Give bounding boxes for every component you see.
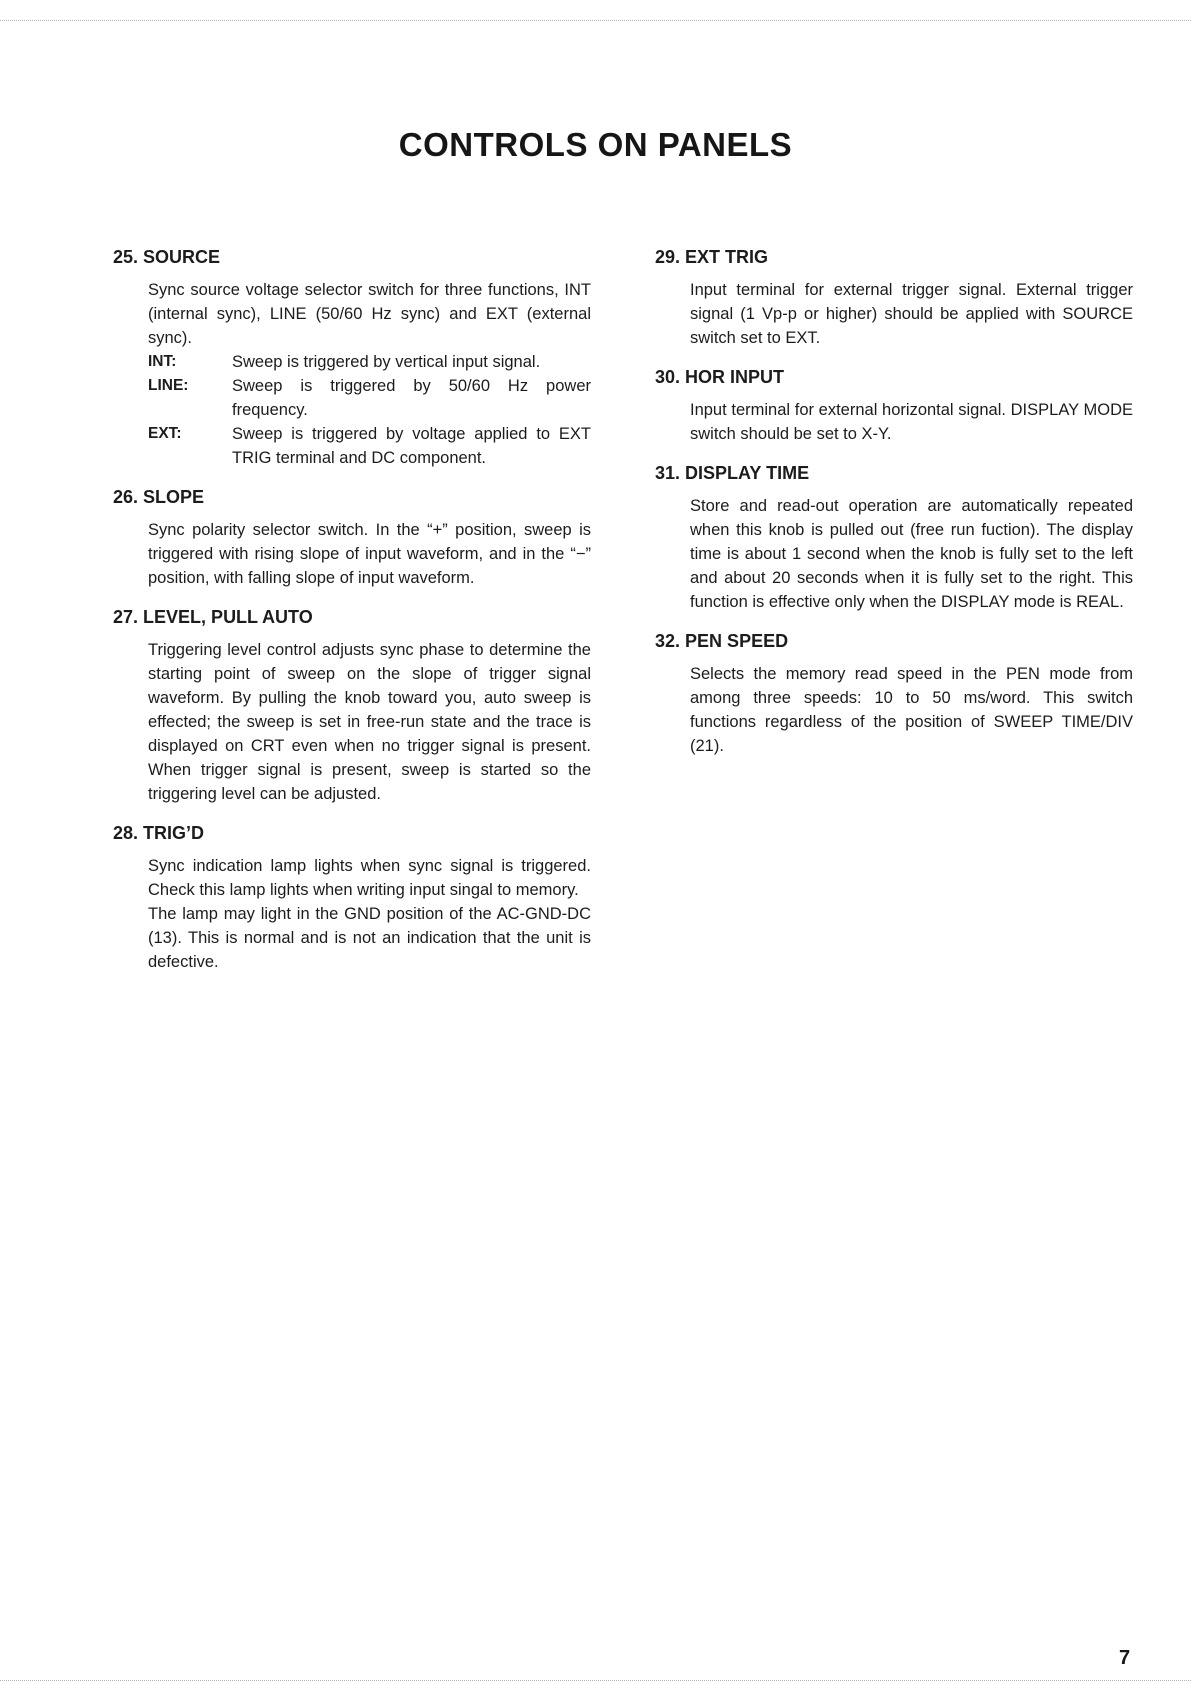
section-hor-input [655,366,1133,446]
section-paragraph: Sync indication lamp lights when sync signal is triggered. Check this lamp lights when writing input singal to memory. [148,857,591,899]
top-page-rule [0,20,1191,21]
section-heading [113,246,591,268]
definition-ext [148,422,591,470]
section-title: TRIG’D [143,823,205,843]
definition-term: LINE: [148,377,189,394]
section-paragraph: The lamp may light in the GND position of the AC-GND-DC (13). This is normal and is not an indication that the unit is defective. [148,905,591,971]
definition-term: EXT: [148,425,182,442]
bottom-page-rule [0,1680,1191,1681]
section-heading [655,462,1133,484]
section-title: EXT TRIG [685,247,769,267]
section-paragraph: Sync polarity selector switch. In the “+” position, sweep is triggered with rising slope of input waveform, and in the “−” position, with falling slope of input waveform. [148,521,591,587]
section-paragraph: Store and read-out operation are automatically repeated when this knob is pulled out (free run fuction). The display time is about 1 second when the knob is fully set to the left and about 20 seconds when it is fully set to the right. This function is effective only when the DISPLAY mode is REAL. [690,497,1133,611]
section-heading [655,366,1133,388]
definition-description: Sweep is triggered by 50/60 Hz power frequency. [232,377,591,419]
section-body [690,398,1133,446]
section-paragraph: Input terminal for external trigger signal. External trigger signal (1 Vp-p or higher) should be applied with SOURCE switch set to EXT. [690,281,1133,347]
section-number: 26. [113,487,139,507]
section-heading [113,486,591,508]
section-title: DISPLAY TIME [685,463,810,483]
section-paragraph: Selects the memory read speed in the PEN mode from among three speeds: 10 to 50 ms/word. This switch functions regardless of the position of SWEEP TIME/DIV (21). [690,665,1133,755]
section-heading [113,822,591,844]
page-title: CONTROLS ON PANELS [398,126,793,164]
section-title: SLOPE [143,487,205,507]
section-heading [655,630,1133,652]
section-display-time [655,462,1133,614]
definition-description: Sweep is triggered by voltage applied to EXT TRIG terminal and DC component. [232,425,591,467]
section-source [113,246,591,470]
section-heading [113,606,591,628]
definition-int [148,350,591,374]
section-number: 27. [113,607,139,627]
section-paragraph: Sync source voltage selector switch for three functions, INT (internal sync), LINE (50/60 Hz sync) and EXT (external sync). [148,281,591,347]
section-title: HOR INPUT [685,367,785,387]
section-title: PEN SPEED [685,631,789,651]
section-paragraph: Triggering level control adjusts sync phase to determine the starting point of sweep on the slope of trigger signal waveform. By pulling the knob toward you, auto sweep is effected; the sweep is set in free-run state and the trace is displayed on CRT even when no trigger signal is present. When trigger signal is present, sweep is started so the triggering level can be adjusted. [148,641,591,803]
section-number: 32. [655,631,681,651]
left-column [113,246,591,990]
definition-description: Sweep is triggered by vertical input signal. [232,353,541,371]
section-body [148,278,591,470]
section-ext-trig [655,246,1133,350]
right-column [655,246,1133,774]
section-heading [655,246,1133,268]
page-number: 7 [1119,1647,1131,1669]
section-body [690,278,1133,350]
section-number: 25. [113,247,139,267]
section-trigd [113,822,591,974]
section-number: 29. [655,247,681,267]
definition-term: INT: [148,353,177,370]
section-number: 31. [655,463,681,483]
section-level-pull-auto [113,606,591,806]
section-title: LEVEL, PULL AUTO [143,607,313,627]
section-number: 30. [655,367,681,387]
section-body [148,638,591,806]
section-title: SOURCE [143,247,221,267]
definition-line [148,374,591,422]
section-body [690,662,1133,758]
section-body [690,494,1133,614]
section-pen-speed [655,630,1133,758]
section-body [148,854,591,974]
section-body [148,518,591,590]
section-paragraph: Input terminal for external horizontal signal. DISPLAY MODE switch should be set to X-Y. [690,401,1133,443]
section-slope [113,486,591,590]
section-number: 28. [113,823,139,843]
